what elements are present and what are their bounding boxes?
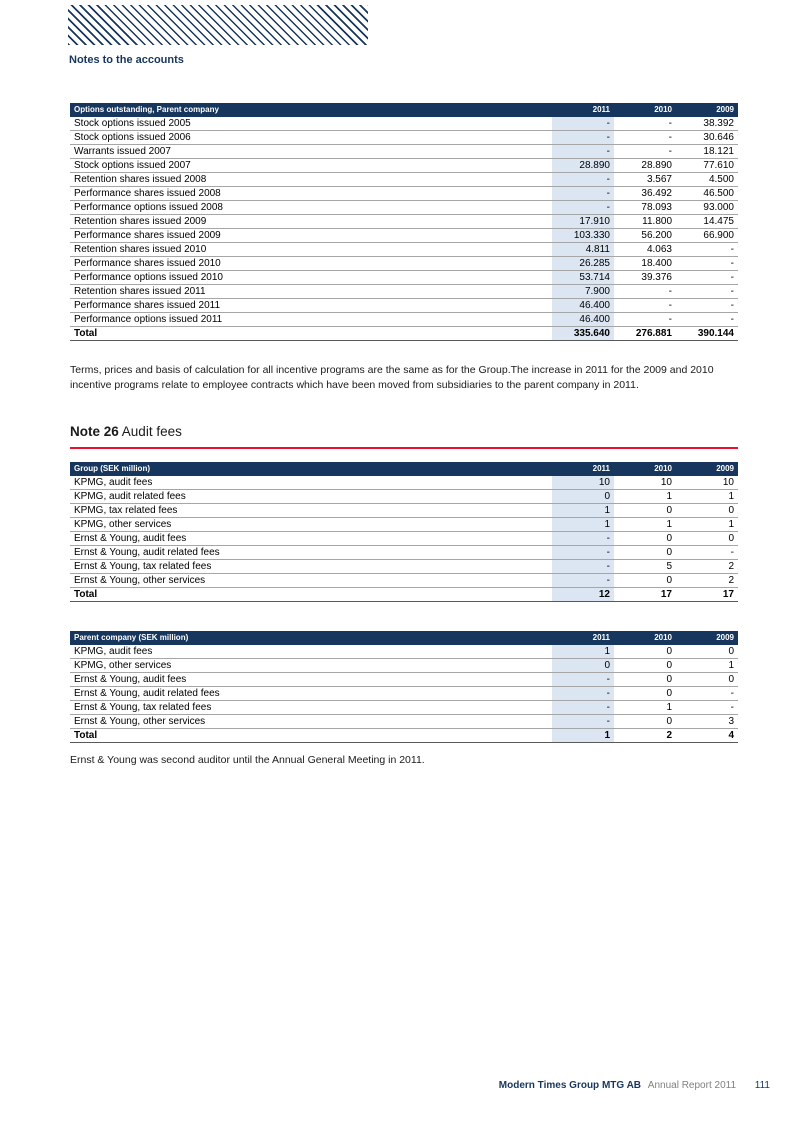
cell-value: - bbox=[676, 546, 738, 560]
cell-value: - bbox=[676, 701, 738, 715]
table-row bbox=[70, 490, 738, 504]
cell-value: 0 bbox=[552, 659, 614, 673]
row-label: KPMG, tax related fees bbox=[70, 504, 552, 518]
row-label: Performance options issued 2008 bbox=[70, 201, 552, 215]
cell-value: - bbox=[614, 313, 676, 327]
row-label: Performance options issued 2010 bbox=[70, 271, 552, 285]
cell-value: 18.400 bbox=[614, 257, 676, 271]
group-audit-fees-table bbox=[70, 462, 738, 602]
row-label: Total bbox=[70, 729, 552, 743]
table-row bbox=[70, 715, 738, 729]
cell-value: 4 bbox=[676, 729, 738, 743]
cell-value: - bbox=[552, 560, 614, 574]
cell-value: 0 bbox=[614, 504, 676, 518]
table-row bbox=[70, 313, 738, 327]
section-label: Notes to the accounts bbox=[69, 54, 184, 66]
incentive-paragraph: Terms, prices and basis of calculation for all incentive programs are the same as for the Group.The increase in 2011 for the 2009 and 2010 incentive programs relate to employee contracts which have been moved from subsidiaries to the parent company in 2011. bbox=[70, 364, 714, 391]
year-column-header: 2011 bbox=[552, 462, 614, 476]
table-row bbox=[70, 131, 738, 145]
decorative-hatch-pattern bbox=[68, 5, 368, 45]
row-label: Performance shares issued 2009 bbox=[70, 229, 552, 243]
total-row bbox=[70, 729, 738, 743]
cell-value: - bbox=[552, 131, 614, 145]
row-label: Retention shares issued 2010 bbox=[70, 243, 552, 257]
cell-value: 53.714 bbox=[552, 271, 614, 285]
cell-value: - bbox=[676, 285, 738, 299]
cell-value: - bbox=[614, 285, 676, 299]
parent-company-audit-fees-table bbox=[70, 631, 738, 743]
table-row bbox=[70, 257, 738, 271]
table-row bbox=[70, 243, 738, 257]
table-row bbox=[70, 659, 738, 673]
table-row bbox=[70, 476, 738, 490]
table-row bbox=[70, 673, 738, 687]
cell-value: 335.640 bbox=[552, 327, 614, 341]
row-label: Ernst & Young, other services bbox=[70, 715, 552, 729]
cell-value: 36.492 bbox=[614, 187, 676, 201]
cell-value: - bbox=[676, 243, 738, 257]
cell-value: - bbox=[614, 117, 676, 131]
year-column-header: 2011 bbox=[552, 631, 614, 645]
row-label: Retention shares issued 2008 bbox=[70, 173, 552, 187]
cell-value: 1 bbox=[676, 659, 738, 673]
row-label: Ernst & Young, audit related fees bbox=[70, 687, 552, 701]
cell-value: 3 bbox=[676, 715, 738, 729]
table-header-row bbox=[70, 462, 738, 476]
cell-value: - bbox=[676, 271, 738, 285]
cell-value: 17 bbox=[676, 588, 738, 602]
row-label: Ernst & Young, audit fees bbox=[70, 532, 552, 546]
cell-value: - bbox=[614, 145, 676, 159]
year-column-header: 2009 bbox=[676, 631, 738, 645]
cell-value: 1 bbox=[552, 729, 614, 743]
table-row bbox=[70, 574, 738, 588]
page-footer bbox=[70, 1080, 770, 1091]
row-label: Ernst & Young, tax related fees bbox=[70, 560, 552, 574]
cell-value: 7.900 bbox=[552, 285, 614, 299]
table-title: Options outstanding, Parent company bbox=[70, 103, 552, 117]
cell-value: 0 bbox=[614, 645, 676, 659]
cell-value: - bbox=[552, 673, 614, 687]
cell-value: 10 bbox=[676, 476, 738, 490]
cell-value: 1 bbox=[614, 490, 676, 504]
cell-value: 10 bbox=[614, 476, 676, 490]
cell-value: 0 bbox=[614, 687, 676, 701]
row-label: Stock options issued 2005 bbox=[70, 117, 552, 131]
row-label: Retention shares issued 2009 bbox=[70, 215, 552, 229]
row-label: Retention shares issued 2011 bbox=[70, 285, 552, 299]
cell-value: 38.392 bbox=[676, 117, 738, 131]
cell-value: 4.811 bbox=[552, 243, 614, 257]
cell-value: - bbox=[552, 117, 614, 131]
cell-value: 0 bbox=[614, 546, 676, 560]
cell-value: - bbox=[552, 687, 614, 701]
table-row bbox=[70, 546, 738, 560]
red-divider-rule bbox=[70, 447, 738, 449]
cell-value: 78.093 bbox=[614, 201, 676, 215]
year-column-header: 2010 bbox=[614, 103, 676, 117]
table-row bbox=[70, 518, 738, 532]
cell-value: 2 bbox=[676, 560, 738, 574]
page-number: 111 bbox=[754, 1080, 770, 1091]
cell-value: 77.610 bbox=[676, 159, 738, 173]
note-number: Note 26 bbox=[70, 424, 119, 439]
cell-value: 0 bbox=[614, 574, 676, 588]
cell-value: 390.144 bbox=[676, 327, 738, 341]
table-row bbox=[70, 215, 738, 229]
table-row bbox=[70, 504, 738, 518]
cell-value: - bbox=[614, 131, 676, 145]
cell-value: - bbox=[552, 574, 614, 588]
cell-value: 93.000 bbox=[676, 201, 738, 215]
cell-value: 0 bbox=[676, 504, 738, 518]
row-label: Warrants issued 2007 bbox=[70, 145, 552, 159]
cell-value: 4.063 bbox=[614, 243, 676, 257]
cell-value: 46.400 bbox=[552, 313, 614, 327]
cell-value: 4.500 bbox=[676, 173, 738, 187]
row-label: Performance shares issued 2011 bbox=[70, 299, 552, 313]
footer-company-name: Modern Times Group MTG AB bbox=[498, 1080, 642, 1091]
cell-value: 1 bbox=[552, 504, 614, 518]
options-outstanding-table bbox=[70, 103, 738, 341]
cell-value: - bbox=[552, 546, 614, 560]
table-row bbox=[70, 687, 738, 701]
row-label: Stock options issued 2006 bbox=[70, 131, 552, 145]
row-label: KPMG, audit related fees bbox=[70, 490, 552, 504]
row-label: Performance options issued 2011 bbox=[70, 313, 552, 327]
cell-value: 1 bbox=[614, 518, 676, 532]
note-heading bbox=[70, 424, 182, 439]
cell-value: - bbox=[552, 201, 614, 215]
cell-value: - bbox=[552, 187, 614, 201]
cell-value: 0 bbox=[614, 659, 676, 673]
cell-value: 3.567 bbox=[614, 173, 676, 187]
cell-value: 28.890 bbox=[614, 159, 676, 173]
auditor-paragraph: Ernst & Young was second auditor until the Annual General Meeting in 2011. bbox=[70, 754, 425, 766]
table-row bbox=[70, 285, 738, 299]
row-label: Ernst & Young, audit related fees bbox=[70, 546, 552, 560]
table-row bbox=[70, 532, 738, 546]
cell-value: 0 bbox=[614, 715, 676, 729]
cell-value: 56.200 bbox=[614, 229, 676, 243]
row-label: KPMG, other services bbox=[70, 659, 552, 673]
cell-value: - bbox=[676, 313, 738, 327]
table-title: Parent company (SEK million) bbox=[70, 631, 552, 645]
table-row bbox=[70, 299, 738, 313]
cell-value: 2 bbox=[614, 729, 676, 743]
table-header-row bbox=[70, 103, 738, 117]
footer-report-title: Annual Report 2011 bbox=[647, 1080, 737, 1091]
cell-value: 0 bbox=[676, 532, 738, 546]
table-row bbox=[70, 229, 738, 243]
row-label: KPMG, audit fees bbox=[70, 476, 552, 490]
year-column-header: 2010 bbox=[614, 631, 676, 645]
cell-value: - bbox=[552, 173, 614, 187]
cell-value: 1 bbox=[676, 490, 738, 504]
cell-value: - bbox=[552, 701, 614, 715]
row-label: Ernst & Young, audit fees bbox=[70, 673, 552, 687]
year-column-header: 2010 bbox=[614, 462, 676, 476]
cell-value: - bbox=[614, 299, 676, 313]
table-row bbox=[70, 145, 738, 159]
cell-value: - bbox=[676, 257, 738, 271]
cell-value: 276.881 bbox=[614, 327, 676, 341]
cell-value: 17.910 bbox=[552, 215, 614, 229]
cell-value: 0 bbox=[676, 673, 738, 687]
cell-value: 11.800 bbox=[614, 215, 676, 229]
table-row bbox=[70, 159, 738, 173]
table-row bbox=[70, 117, 738, 131]
cell-value: - bbox=[552, 715, 614, 729]
cell-value: 103.330 bbox=[552, 229, 614, 243]
cell-value: 1 bbox=[614, 701, 676, 715]
cell-value: 1 bbox=[552, 518, 614, 532]
cell-value: - bbox=[676, 687, 738, 701]
note-title: Audit fees bbox=[121, 424, 182, 439]
row-label: Ernst & Young, other services bbox=[70, 574, 552, 588]
table-row bbox=[70, 187, 738, 201]
cell-value: 0 bbox=[614, 532, 676, 546]
row-label: KPMG, audit fees bbox=[70, 645, 552, 659]
cell-value: 5 bbox=[614, 560, 676, 574]
table-title: Group (SEK million) bbox=[70, 462, 552, 476]
cell-value: 28.890 bbox=[552, 159, 614, 173]
row-label: Ernst & Young, tax related fees bbox=[70, 701, 552, 715]
table-row bbox=[70, 560, 738, 574]
cell-value: - bbox=[676, 299, 738, 313]
table-header-row bbox=[70, 631, 738, 645]
year-column-header: 2009 bbox=[676, 462, 738, 476]
row-label: KPMG, other services bbox=[70, 518, 552, 532]
table-row bbox=[70, 701, 738, 715]
table-row bbox=[70, 645, 738, 659]
cell-value: 2 bbox=[676, 574, 738, 588]
row-label: Stock options issued 2007 bbox=[70, 159, 552, 173]
cell-value: 0 bbox=[614, 673, 676, 687]
cell-value: 18.121 bbox=[676, 145, 738, 159]
cell-value: 12 bbox=[552, 588, 614, 602]
cell-value: 14.475 bbox=[676, 215, 738, 229]
cell-value: 10 bbox=[552, 476, 614, 490]
table-row bbox=[70, 271, 738, 285]
year-column-header: 2011 bbox=[552, 103, 614, 117]
row-label: Performance shares issued 2008 bbox=[70, 187, 552, 201]
total-row bbox=[70, 327, 738, 341]
table-row bbox=[70, 173, 738, 187]
cell-value: - bbox=[552, 532, 614, 546]
cell-value: 30.646 bbox=[676, 131, 738, 145]
cell-value: 46.500 bbox=[676, 187, 738, 201]
table-row bbox=[70, 201, 738, 215]
cell-value: - bbox=[552, 145, 614, 159]
row-label: Total bbox=[70, 327, 552, 341]
total-row bbox=[70, 588, 738, 602]
cell-value: 1 bbox=[676, 518, 738, 532]
cell-value: 39.376 bbox=[614, 271, 676, 285]
row-label: Performance shares issued 2010 bbox=[70, 257, 552, 271]
year-column-header: 2009 bbox=[676, 103, 738, 117]
cell-value: 0 bbox=[552, 490, 614, 504]
cell-value: 46.400 bbox=[552, 299, 614, 313]
cell-value: 66.900 bbox=[676, 229, 738, 243]
cell-value: 17 bbox=[614, 588, 676, 602]
cell-value: 0 bbox=[676, 645, 738, 659]
row-label: Total bbox=[70, 588, 552, 602]
cell-value: 1 bbox=[552, 645, 614, 659]
cell-value: 26.285 bbox=[552, 257, 614, 271]
